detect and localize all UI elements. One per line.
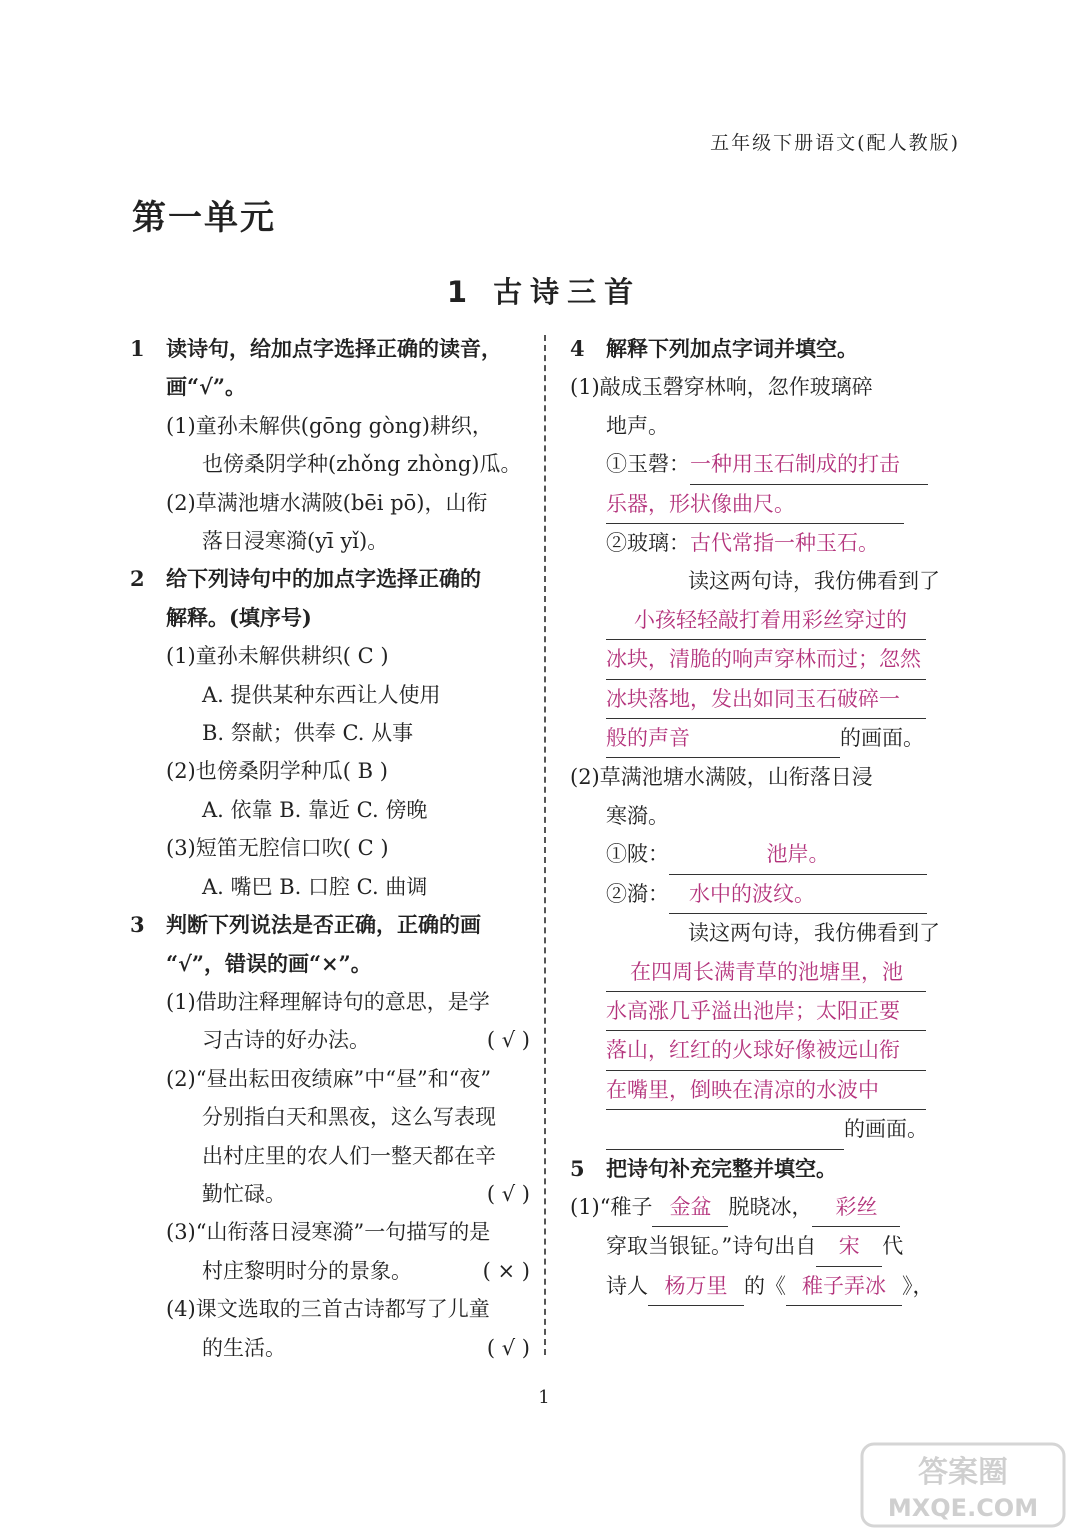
book-header: 五年级下册语文(配人教版) — [710, 132, 960, 154]
answer-blank: 在嘴里，倒映在清凉的水波中 — [606, 1071, 926, 1110]
judgement-answer: ( √ ) — [486, 1335, 530, 1360]
statement-line — [130, 1252, 530, 1290]
text-line: 出村庄里的农人们一整天都在辛 — [202, 1143, 496, 1168]
text-line: (1)借助注释理解诗句的意思，是学 — [166, 989, 490, 1014]
statement-text: 村庄黎明时分的景象。 — [202, 1258, 412, 1283]
answer-blank: 冰块落地，发出如同玉石破碎一 — [606, 680, 926, 719]
prompt-text: 读这两句诗，我仿佛看到了 — [688, 921, 940, 946]
text-line: B. 祭献；供奉 C. 从事 — [202, 721, 414, 746]
question-title: 读诗句，给加点字选择正确的读音， — [166, 336, 502, 361]
question-number: 2 — [130, 566, 145, 592]
text-line: (3)短笛无腔信口吹( C ) — [166, 836, 389, 861]
svg-text:答案圈: 答案圈 — [918, 1455, 1008, 1490]
text-line: (2)“昼出耘田夜绩麻”中“昼”和“夜” — [166, 1066, 492, 1091]
statement-text: 勤忙碌。 — [202, 1181, 286, 1206]
text-line: (2)草满池塘水满陂(bēi pō)，山衔 — [166, 490, 488, 515]
text-line: 也傍桑阴学种(zhǒng zhòng)瓜。 — [202, 452, 522, 477]
term-label: ①玉磬： — [606, 452, 690, 477]
tail-text: 的画面。 — [840, 726, 924, 751]
text-line: (1)童孙未解供耕织( C ) — [166, 644, 389, 669]
question-title: 把诗句补充完整并填空。 — [606, 1155, 837, 1181]
answer-blank: 稚子弄冰 — [786, 1267, 902, 1306]
poem-text: 》， — [902, 1273, 934, 1298]
text-line: 解释。(填序号) — [166, 604, 312, 630]
column-divider — [544, 335, 546, 1355]
term-label: ①陂： — [606, 842, 669, 867]
answer-blank: 水高涨几乎溢出池岸；太阳正要 — [606, 992, 926, 1031]
poem-text: 代 — [882, 1234, 904, 1259]
left-column — [130, 330, 530, 1367]
answer-blank: 宋 — [816, 1227, 882, 1266]
right-column — [570, 330, 970, 1306]
poem-line: 地声。 — [606, 413, 669, 438]
text-line: (2)也傍桑阴学种瓜( B ) — [166, 759, 388, 784]
question-title: 判断下列说法是否正确，正确的画 — [166, 912, 481, 938]
poem-text: 的《 — [744, 1273, 786, 1298]
lesson-title: 1 古诗三首 — [446, 275, 642, 309]
text-line: 落日浸寒漪(yī yǐ)。 — [202, 529, 389, 554]
watermark-logo-icon — [858, 1440, 1068, 1530]
statement-line — [130, 1329, 530, 1367]
text-line: A. 依靠 B. 靠近 C. 傍晚 — [202, 797, 428, 822]
statement-text: 习古诗的好办法。 — [202, 1028, 370, 1053]
question-heading — [130, 906, 530, 944]
svg-text:MXQE.COM: MXQE.COM — [887, 1494, 1039, 1522]
poem-line: 寒漪。 — [606, 803, 669, 828]
question-heading — [130, 330, 530, 368]
poem-line: (2)草满池塘水满陂，山衔落日浸 — [570, 765, 873, 790]
statement-text: 的生活。 — [202, 1335, 286, 1360]
prompt-text: 读这两句诗，我仿佛看到了 — [688, 569, 940, 594]
question-number: 5 — [570, 1155, 585, 1181]
question-number: 1 — [130, 336, 145, 361]
question-number: 4 — [570, 336, 585, 361]
answer-blank: 般的声音 — [606, 719, 840, 758]
question-title: 给下列诗句中的加点字选择正确的 — [166, 566, 481, 592]
term-label: ②玻璃： — [606, 531, 690, 556]
tail-text: 的画面。 — [844, 1117, 928, 1142]
answer-blank: 水中的波纹。 — [669, 875, 927, 914]
poem-text: (1)“稚子 — [570, 1194, 653, 1219]
answer-blank: 金盆 — [652, 1188, 728, 1227]
answer-blank: 杨万里 — [648, 1267, 744, 1306]
poem-text: 穿取当银钲。”诗句出自 — [606, 1234, 817, 1259]
judgement-answer: ( √ ) — [486, 1028, 530, 1053]
statement-line — [130, 1021, 530, 1059]
poem-text: 诗人 — [606, 1273, 648, 1298]
text-line: 分别指白天和黑夜，这么写表现 — [202, 1105, 496, 1130]
text-line: 画“√”。 — [166, 374, 246, 400]
unit-title: 第一单元 — [132, 198, 276, 238]
answer-text: 古代常指一种玉石。 — [690, 531, 879, 556]
text-line: “√”，错误的画“×”。 — [166, 950, 372, 976]
page-number: 1 — [538, 1387, 550, 1408]
answer-blank: 在四周长满青草的池塘里，池 — [606, 953, 926, 992]
answer-blank: 冰块，清脆的响声穿林而过；忽然 — [606, 640, 926, 679]
judgement-answer: ( × ) — [482, 1258, 530, 1283]
text-line: (1)童孙未解供(gōng gòng)耕织， — [166, 413, 493, 438]
answer-blank: 池岸。 — [669, 835, 927, 874]
poem-text: 脱晓冰， — [728, 1194, 813, 1219]
statement-line — [130, 1175, 530, 1213]
judgement-answer: ( √ ) — [486, 1181, 530, 1206]
question-title: 解释下列加点字词并填空。 — [606, 336, 858, 361]
watermark — [858, 1440, 1068, 1530]
answer-blank: 小孩轻轻敲打着用彩丝穿过的 — [606, 601, 926, 640]
answer-blank: 彩丝 — [812, 1188, 900, 1227]
question-number: 3 — [130, 912, 145, 938]
text-line: (4)课文选取的三首古诗都写了儿童 — [166, 1297, 490, 1322]
question-heading — [130, 560, 530, 598]
poem-line: (1)敲成玉磬穿林响，忽作玻璃碎 — [570, 375, 873, 400]
answer-blank: 一种用玉石制成的打击 — [690, 445, 928, 484]
text-line: A. 提供某种东西让人使用 — [202, 682, 441, 707]
term-label: ②漪： — [606, 881, 669, 906]
text-line: (3)“山衔落日浸寒漪”一句描写的是 — [166, 1220, 491, 1245]
text-line: A. 嘴巴 B. 口腔 C. 曲调 — [202, 874, 428, 899]
answer-blank: 乐器，形状像曲尺。 — [606, 485, 904, 524]
answer-blank: 落山，红红的火球好像被远山衔 — [606, 1031, 926, 1070]
